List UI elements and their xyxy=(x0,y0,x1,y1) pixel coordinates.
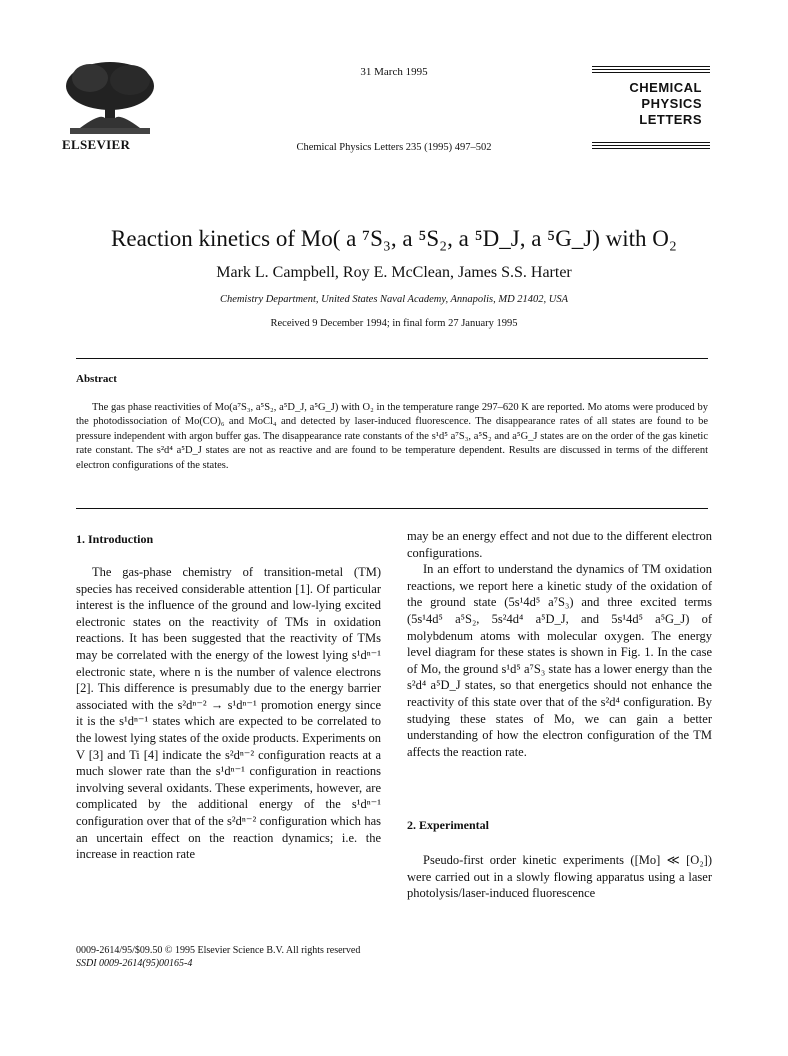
received-dates: Received 9 December 1994; in final form 27 January 1995 xyxy=(270,318,518,329)
section-heading-introduction: 1. Introduction xyxy=(76,532,154,546)
journal-title xyxy=(629,80,702,128)
issue-date: 31 March 1995 xyxy=(360,66,428,78)
journal-title-line: PHYSICS xyxy=(641,96,702,111)
abstract-heading: Abstract xyxy=(76,373,117,385)
author-list: Mark L. Campbell, Roy E. McClean, James S.S. Harter xyxy=(216,264,572,281)
copyright-line: 0009-2614/95/$09.50 © 1995 Elsevier Science B.V. All rights reserved xyxy=(76,945,361,956)
affiliation: Chemistry Department, United States Naval Academy, Annapolis, MD 21402, USA xyxy=(219,294,569,305)
paragraph: In an effort to understand the dynamics of TM oxidation reactions, we report here a kinetic study of the oxidation of the ground state (5s¹4d⁵ a⁷S₃) and three excited terms (5s¹4d⁵ a⁵S₂, 5s²4d⁴ a⁵D_J, and 5s¹4d⁵ a⁵G_J) of molybdenum atoms with molecular oxygen. The energy level diagram for these states is shown in Fig. 1. In the case of Mo, the ground s¹d⁵ a⁷S₃ state has a lower energy than the s²d⁴ a⁵D_J states, so that energetics should not enhance the reactivity of this state over that of the s²d⁴ configuration. By studying these states of Mo, we can gain a better understanding of how the electron configuration of the TM affects the reaction rate. xyxy=(407,562,712,759)
publisher-name: ELSEVIER xyxy=(62,137,131,152)
paragraph: may be an energy effect and not due to the different electron configurations. xyxy=(407,529,712,560)
abstract-body xyxy=(76,401,708,473)
column-right xyxy=(407,528,712,760)
article-title: Reaction kinetics of Mo( a ⁷S₃, a ⁵S₂, a ⁵D_J, a ⁵G_J) with O₂ xyxy=(111,226,677,251)
footer xyxy=(76,944,360,970)
divider xyxy=(76,358,708,359)
journal-title-line: CHEMICAL xyxy=(629,80,702,95)
abstract-text: The gas phase reactivities of Mo(a⁷S₃, a⁵S₂, a⁵D_J, a⁵G_J) with O₂ in the temperature range 297–620 K are reported. Mo atoms were produced by the photodissociation of Mo(CO)₆ and MoCl₄ and detected by laser-induced fluorescence. The disappearance rates of all states are found to be pressure independent with argon buffer gas. The disappearance rate constants of the s¹d⁵ a⁷S₃, a⁵S₂ and a⁵G_J states are on the order of the gas kinetic rate constant. The s²d⁴ a⁵D_J states are not as reactive and are found to be temperature dependent. Results are discussed in terms of the different electron configurations of the states. xyxy=(76,402,708,471)
column-left xyxy=(76,564,381,863)
paragraph: Pseudo-first order kinetic experiments ([Mo] ≪ [O₂]) were carried out in a slowly flowing apparatus using a laser photolysis/laser-induced fluorescence xyxy=(407,853,712,901)
column-right-lower xyxy=(407,852,712,902)
ssdi-line: SSDI 0009-2614(95)00165-4 xyxy=(76,958,193,969)
journal-reference: Chemical Physics Letters 235 (1995) 497–502 xyxy=(296,142,492,153)
divider xyxy=(76,508,708,509)
journal-title-line: LETTERS xyxy=(639,112,702,127)
paragraph: The gas-phase chemistry of transition-metal (TM) species has received considerable attention [1]. Of particular interest is the influence of the ground and low-lying excited electronic states on the reactivity of TMs in oxidation reactions. It has been suggested that the reactivity of TMs may be correlated with the energy of the lowest lying s¹dⁿ⁻¹ electronic state, where n is the number of valence electrons [2]. This difference is presumably due to the energy barrier associated with the s²dⁿ⁻² → s¹dⁿ⁻¹ promotion energy since it is the s¹dⁿ⁻¹ states which are expected to be correlated to the lowest lying states of the oxide products. Experiments on V [3] and Ti [4] indicate the s²dⁿ⁻² configuration reacts at a much slower rate than the s¹dⁿ⁻¹ configuration in reactions involving several oxidants. These experiments, however, are complicated by the additional energy of the s¹dⁿ⁻¹ configuration over that of the s²dⁿ⁻² configuration which has an uncertain effect on the reaction dynamics; i.e. the increase in reaction rate xyxy=(76,565,381,862)
journal-masthead xyxy=(592,66,710,148)
section-heading-experimental: 2. Experimental xyxy=(407,818,489,832)
